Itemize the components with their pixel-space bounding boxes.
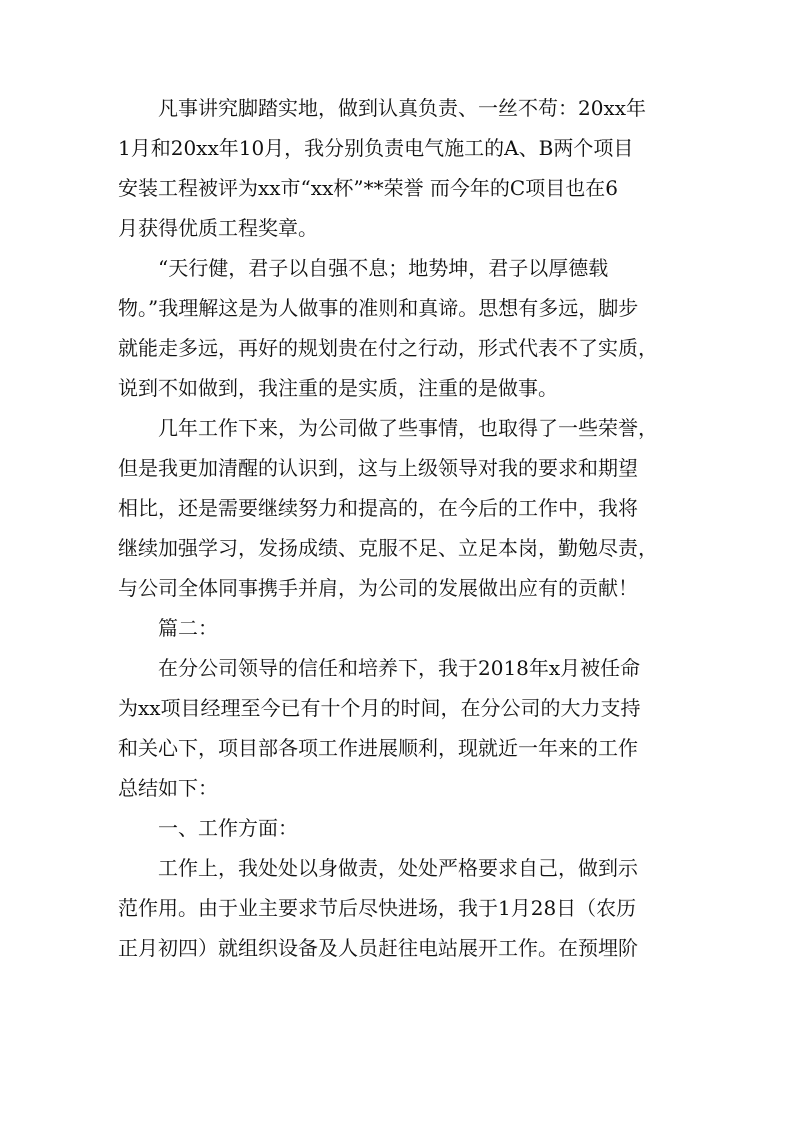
text-line: 继续加强学习，发扬成绩、克服不足、立足本岗，勤勉尽责， [118, 536, 658, 560]
text-line: 凡事讲究脚踏实地，做到认真负责、一丝不苟：20xx年 [158, 96, 647, 120]
text-line: 和关心下，项目部各项工作进展顺利，现就近一年来的工作 [118, 736, 638, 760]
text-line: 几年工作下来，为公司做了些事情，也取得了一些荣誉， [158, 416, 658, 440]
section-heading: 篇二： [158, 616, 218, 640]
text-line: 说到不如做到，我注重的是实质，注重的是做事。 [118, 376, 558, 400]
text-line: 与公司全体同事携手并肩，为公司的发展做出应有的贡献！ [118, 576, 638, 600]
text-line: 为xx项目经理至今已有十个月的时间，在分公司的大力支持 [118, 696, 641, 720]
subsection-heading: 一、工作方面： [158, 816, 298, 840]
text-line: “天行健，君子以自强不息；地势坤，君子以厚德载 [158, 256, 609, 280]
text-line: 相比，还是需要继续努力和提高的，在今后的工作中，我将 [118, 496, 638, 520]
text-line: 就能走多远，再好的规划贵在付之行动，形式代表不了实质， [118, 336, 658, 360]
text-line: 物。”我理解这是为人做事的准则和真谛。思想有多远，脚步 [118, 296, 639, 320]
text-line: 但是我更加清醒的认识到，这与上级领导对我的要求和期望 [118, 456, 638, 480]
text-line: 正月初四）就组织设备及人员赶往电站展开工作。在预埋阶 [118, 936, 638, 960]
text-line: 工作上，我处处以身做责，处处严格要求自己，做到示 [158, 856, 638, 880]
text-line: 在分公司领导的信任和培养下，我于2018年x月被任命 [158, 656, 641, 680]
text-line: 安装工程被评为xx市“xx杯”**荣誉 而今年的C项目也在6 [118, 176, 618, 200]
text-line: 1月和20xx年10月，我分别负责电气施工的A、B两个项目 [118, 136, 634, 160]
text-line: 总结如下： [118, 776, 218, 800]
text-line: 月获得优质工程奖章。 [118, 216, 318, 240]
text-line: 范作用。由于业主要求节后尽快进场，我于1月28日（农历 [118, 896, 637, 920]
document-page [118, 88, 688, 968]
